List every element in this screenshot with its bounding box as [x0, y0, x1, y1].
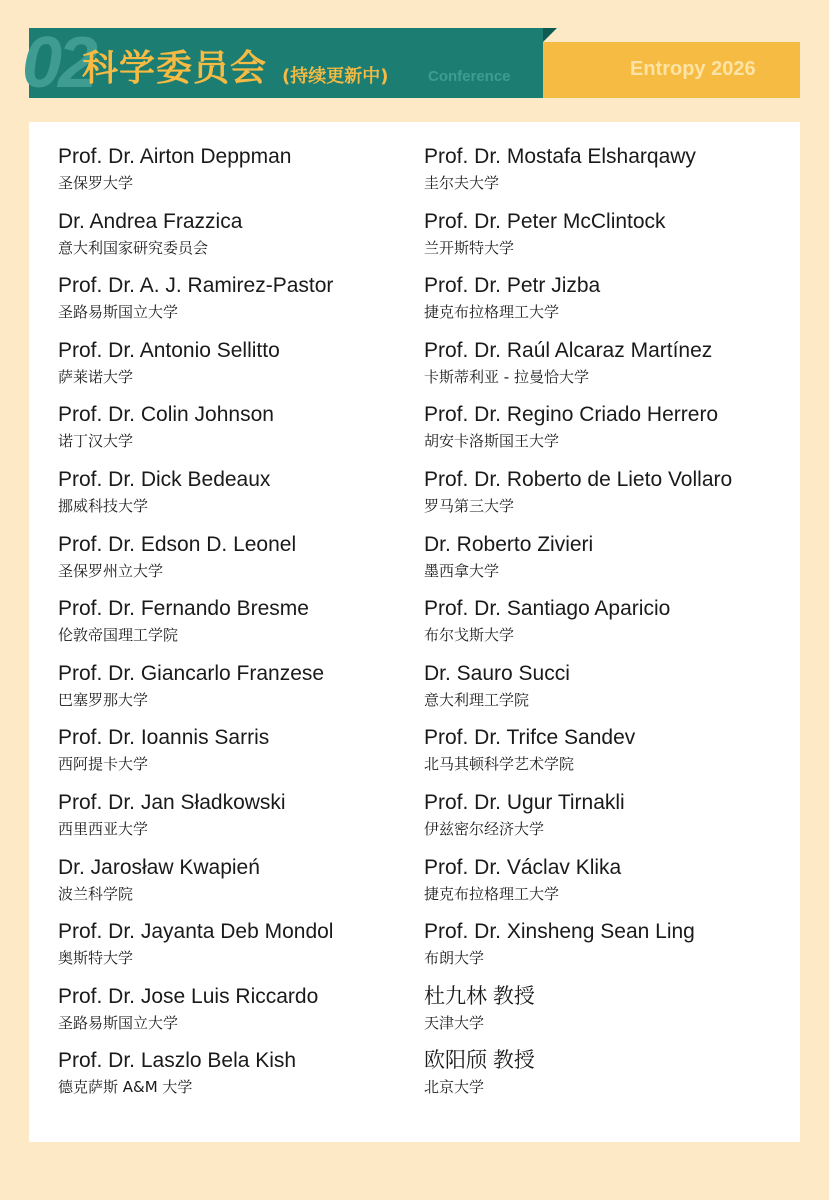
- member-affiliation: 诺丁汉大学: [58, 432, 134, 451]
- member-affiliation: 圣保罗州立大学: [58, 561, 164, 580]
- committee-member: [424, 530, 794, 595]
- committee-member: [424, 142, 794, 207]
- member-affiliation: 北马其顿科学艺术学院: [424, 755, 575, 774]
- committee-member: [58, 530, 408, 595]
- committee-member: [58, 853, 408, 918]
- member-affiliation: 圣路易斯国立大学: [58, 303, 179, 322]
- committee-member: [58, 400, 408, 465]
- member-name: Dr. Jarosław Kwapień: [58, 855, 260, 879]
- committee-member: [424, 400, 794, 465]
- committee-member: [58, 723, 408, 788]
- member-affiliation: 萨莱诺大学: [58, 367, 134, 386]
- committee-member: [424, 788, 794, 853]
- member-name: Prof. Dr. Santiago Aparicio: [424, 597, 671, 621]
- member-affiliation: 西里西亚大学: [58, 819, 149, 838]
- committee-column-right: [424, 142, 794, 1111]
- committee-member: [424, 917, 794, 982]
- member-name: Prof. Dr. A. J. Ramirez-Pastor: [58, 274, 334, 298]
- conference-tag: Conference: [428, 68, 511, 85]
- committee-member: [58, 465, 408, 530]
- member-affiliation: 波兰科学院: [58, 884, 134, 903]
- committee-member: [424, 336, 794, 401]
- member-affiliation: 西阿提卡大学: [58, 755, 149, 774]
- member-name: Prof. Dr. Roberto de Lieto Vollaro: [424, 467, 733, 491]
- committee-member: [58, 982, 408, 1047]
- committee-member: [424, 594, 794, 659]
- member-affiliation: 伊兹密尔经济大学: [424, 819, 545, 838]
- committee-member: [424, 207, 794, 272]
- member-affiliation: 捷克布拉格理工大学: [424, 303, 560, 322]
- member-name: Dr. Andrea Frazzica: [58, 209, 243, 233]
- committee-member: [424, 1046, 794, 1111]
- committee-card: [29, 122, 800, 1142]
- member-affiliation: 捷克布拉格理工大学: [424, 884, 560, 903]
- committee-member: [424, 465, 794, 530]
- member-affiliation: 布尔戈斯大学: [424, 626, 515, 645]
- member-affiliation: 北京大学: [424, 1078, 485, 1097]
- member-affiliation: 意大利国家研究委员会: [58, 238, 209, 257]
- committee-member: [424, 659, 794, 724]
- member-affiliation: 布朗大学: [424, 949, 485, 968]
- member-affiliation: 伦敦帝国理工学院: [58, 626, 179, 645]
- member-affiliation: 德克萨斯 A&M 大学: [58, 1078, 193, 1097]
- member-affiliation: 卡斯蒂利亚 - 拉曼恰大学: [424, 367, 589, 386]
- member-name: Prof. Dr. Giancarlo Franzese: [58, 661, 325, 685]
- member-affiliation: 胡安卡洛斯国王大学: [424, 432, 560, 451]
- committee-member: [58, 142, 408, 207]
- member-name: Prof. Dr. Trifce Sandev: [424, 726, 636, 750]
- member-affiliation: 圭尔夫大学: [424, 174, 500, 192]
- member-name: Dr. Roberto Zivieri: [424, 532, 594, 556]
- member-name: Prof. Dr. Petr Jizba: [424, 274, 601, 298]
- committee-member: [58, 336, 408, 401]
- member-affiliation: 圣路易斯国立大学: [58, 1013, 179, 1032]
- member-affiliation: 天津大学: [424, 1013, 485, 1032]
- header-banner-fold: [543, 28, 557, 42]
- member-affiliation: 意大利理工学院: [424, 690, 530, 709]
- committee-column-left: [58, 142, 408, 1111]
- committee-member: [424, 723, 794, 788]
- committee-member: [58, 788, 408, 853]
- member-affiliation: 兰开斯特大学: [424, 238, 515, 257]
- committee-member: [58, 271, 408, 336]
- member-affiliation: 罗马第三大学: [424, 496, 515, 515]
- member-affiliation: 奥斯特大学: [58, 949, 134, 968]
- member-name: Prof. Dr. Ioannis Sarris: [58, 726, 270, 750]
- member-name: Prof. Dr. Mostafa Elsharqawy: [424, 145, 696, 168]
- committee-member: [58, 594, 408, 659]
- member-name: Dr. Sauro Succi: [424, 661, 570, 685]
- committee-member: [424, 982, 794, 1047]
- committee-member: [58, 1046, 408, 1111]
- member-name: Prof. Dr. Jan Sładkowski: [58, 790, 286, 814]
- member-name: Prof. Dr. Peter McClintock: [424, 209, 666, 233]
- member-name: Prof. Dr. Airton Deppman: [58, 145, 292, 168]
- page-header: [0, 0, 829, 110]
- section-subtitle: (持续更新中): [282, 66, 389, 87]
- member-name: Prof. Dr. Dick Bedeaux: [58, 467, 271, 491]
- member-name: Prof. Dr. Raúl Alcaraz Martínez: [424, 338, 713, 362]
- member-affiliation: 巴塞罗那大学: [58, 690, 149, 709]
- committee-member: [424, 853, 794, 918]
- member-name: Prof. Dr. Václav Klika: [424, 855, 622, 879]
- section-number: 02: [22, 23, 95, 103]
- member-affiliation: 墨西拿大学: [424, 561, 500, 580]
- member-name: Prof. Dr. Laszlo Bela Kish: [58, 1049, 297, 1073]
- event-name: Entropy 2026: [630, 58, 756, 80]
- member-name: Prof. Dr. Colin Johnson: [58, 403, 274, 427]
- member-name: Prof. Dr. Edson D. Leonel: [58, 532, 297, 556]
- member-affiliation: 圣保罗大学: [58, 174, 134, 192]
- member-name: Prof. Dr. Jose Luis Riccardo: [58, 984, 319, 1008]
- committee-member: [58, 659, 408, 724]
- member-name: Prof. Dr. Jayanta Deb Mondol: [58, 920, 334, 944]
- member-name: Prof. Dr. Fernando Bresme: [58, 597, 309, 621]
- member-affiliation: 挪威科技大学: [58, 496, 149, 515]
- member-name: Prof. Dr. Ugur Tirnakli: [424, 790, 625, 814]
- member-name: Prof. Dr. Xinsheng Sean Ling: [424, 920, 695, 944]
- committee-member: [424, 271, 794, 336]
- member-name: 杜九林 教授: [424, 984, 535, 1008]
- member-name: Prof. Dr. Antonio Sellitto: [58, 338, 280, 362]
- committee-member: [58, 207, 408, 272]
- committee-member: [58, 917, 408, 982]
- member-name: 欧阳颀 教授: [424, 1049, 535, 1073]
- section-title: 科学委员会: [82, 48, 268, 89]
- member-name: Prof. Dr. Regino Criado Herrero: [424, 403, 719, 427]
